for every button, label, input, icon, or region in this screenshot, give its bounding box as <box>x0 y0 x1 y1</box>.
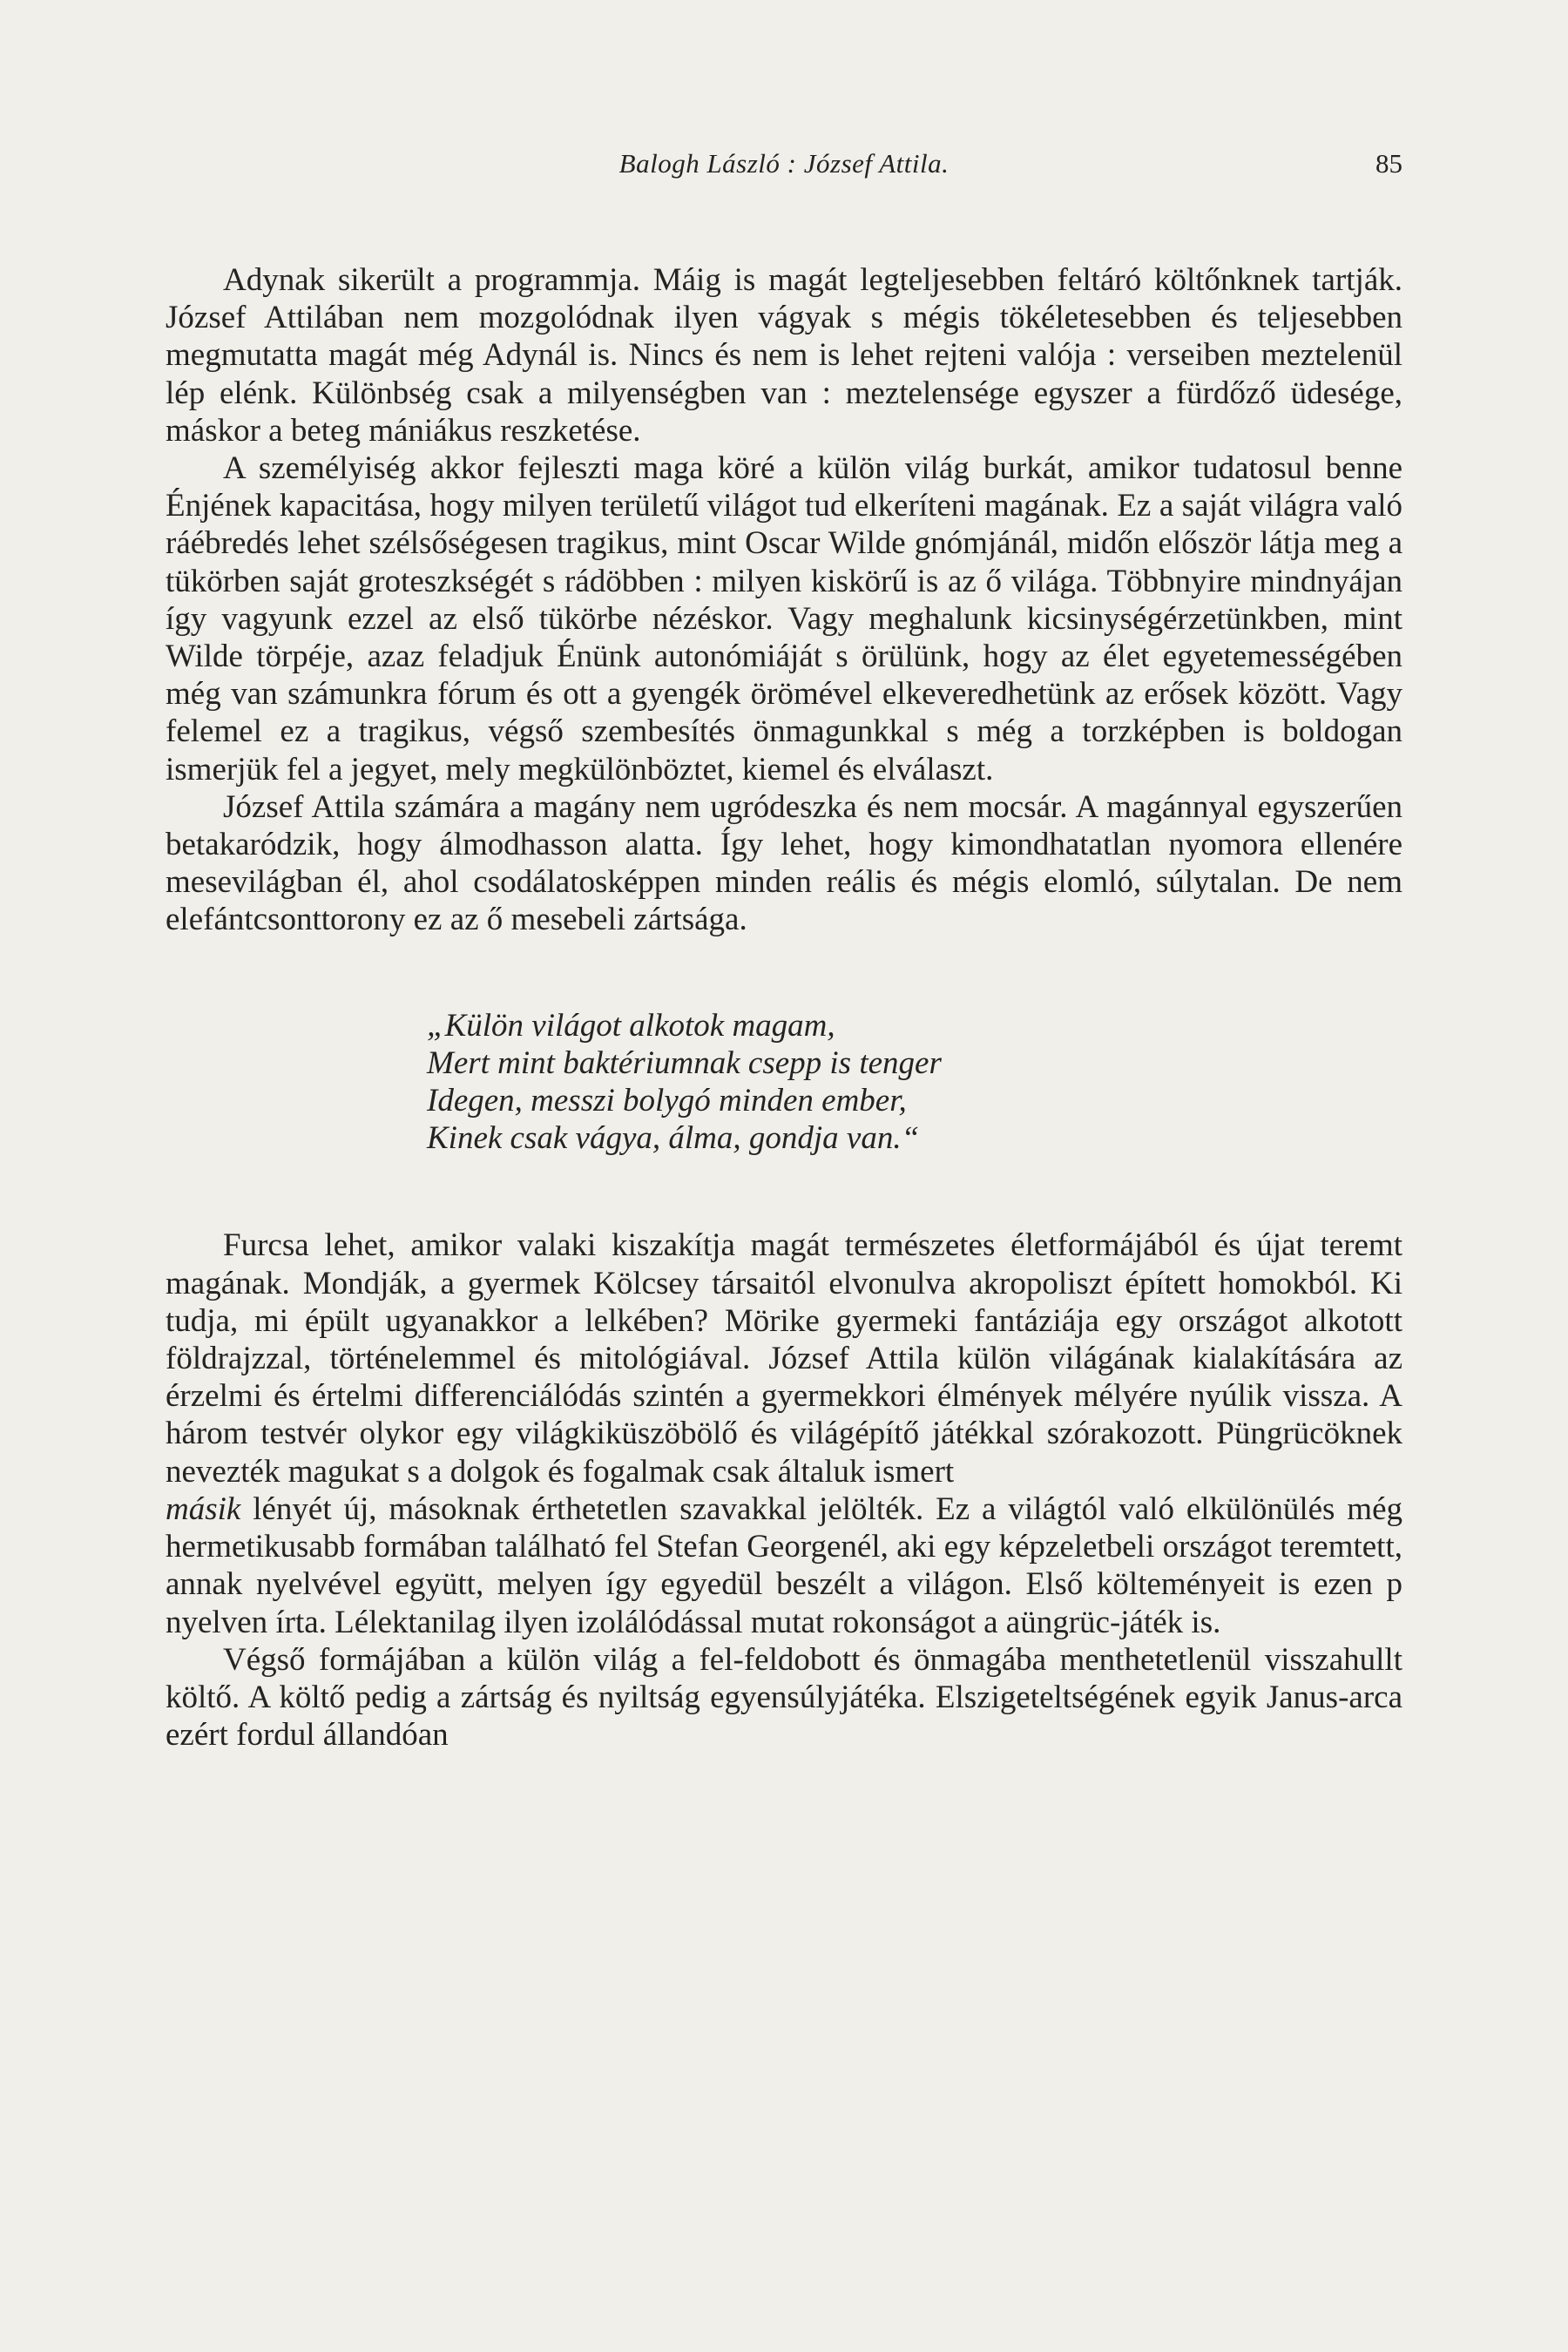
running-head: Balogh László : József Attila. <box>618 148 950 179</box>
paragraph: Adynak sikerült a programmja. Máig is magát legteljesebben feltáró költőnknek tartják. József Attilában nem mozgolódnak ilyen vágyak s mégis tökéletesebben és teljesebben megmutatta magát még Adynál is. Nincs és nem is lehet rejteni valója : verseiben meztelenül lép elénk. Különbség csak a milyenségben van : meztelensége egyszer a fürdőző üdesége, máskor a beteg mániákus reszketése. <box>166 262 1402 449</box>
paragraph: A személyiség akkor fejleszti maga köré a külön világ burkát, amikor tudatosul benne Énjének kapacitása, hogy milyen területű világot tud elkeríteni magának. Ez a saját világra való ráébredés lehet szélsőségesen tragikus, mint Oscar Wilde gnómjánál, midőn először látja meg a tükörben saját groteszkségét s rádöbben : milyen kiskörű is az ő világa. Többnyire mindnyájan így vagyunk ezzel az első tükörbe nézéskor. Vagy meghalunk kicsinységérzetünkben, mint Wilde törpéje, azaz feladjuk Énünk autonómiáját s örülünk, hogy az élet egyetemességében még van számunkra fórum és ott a gyengék örömével elkeveredhetünk az erősek között. Vagy felemel ez a tragikus, végső szembesítés önmagunkkal s még a torzképben is boldogan ismerjük fel a jegyet, mely megkülönböztet, kiemel és elválaszt. <box>166 450 1402 787</box>
body-text <box>166 261 1402 1754</box>
poem-line: „Külön világot alkotok magam, <box>427 1007 835 1044</box>
paragraph-continued-text: lényét új, másoknak érthetetlen szavakkal jelölték. Ez a világtól való elkülönülés még hermetikusabb formában található fel Stefan Georgenél, aki egy képzeletbeli országot teremtett, annak nyelvével együtt, melyen így egyedül beszélt a világon. Első költeményeit is ezen p nyelven írta. Lélektanilag ilyen izolálódással mutat rokonságot a aüngrüc-játék is. <box>166 1490 1403 1640</box>
poem-line: Kinek csak vágya, álma, gondja van.“ <box>427 1120 920 1157</box>
paragraph: Végső formájában a külön világ a fel-feldobott és önmagába menthetetlenül visszahullt költő. A költő pedig a zártság és nyiltság egyensúlyjátéka. Elszigeteltségének egyik Janus-arca ezért fordul állandóan <box>166 1641 1402 1754</box>
paragraph-continued <box>166 1490 1402 1641</box>
page-header <box>166 148 1402 192</box>
paragraph: József Attila számára a magány nem ugródeszka és nem mocsár. A magánnyal egyszerűen betakaródzik, hogy álmodhasson alatta. Így lehet, hogy kimondhatatlan nyomora ellenére mesevilágban él, ahol csodálatosképpen minden reális és mégis elomló, súlytalan. De nem elefántcsonttorony ez az ő mesebeli zártsága. <box>166 788 1402 938</box>
poem-line: Mert mint baktériumnak csepp is tenger <box>427 1044 942 1081</box>
poem-line: Idegen, messzi bolygó minden ember, <box>427 1083 907 1119</box>
italic-word: másik <box>166 1490 241 1527</box>
paragraph: Furcsa lehet, amikor valaki kiszakítja magát természetes életformájából és újat teremt magának. Mondják, a gyermek Kölcsey társaitól elvonulva akropoliszt épített homokból. Ki tudja, mi épült ugyanakkor a lelkében? Mörike gyermeki fantáziája egy országot alkotott földrajzzal, történelemmel és mitológiával. József Attila külön világának kialakítására az érzelmi és értelmi differenciálódás szintén a gyermekkori élmények mélyére nyúlik vissza. A három testvér olykor egy világkiküszöbölő és világépítő játékkal szórakozott. Püngrücöknek nevezték magukat s a dolgok és fogalmak csak általuk ismert <box>166 1227 1402 1490</box>
poem-quote <box>427 1007 1402 1158</box>
page-number: 85 <box>1375 148 1402 179</box>
